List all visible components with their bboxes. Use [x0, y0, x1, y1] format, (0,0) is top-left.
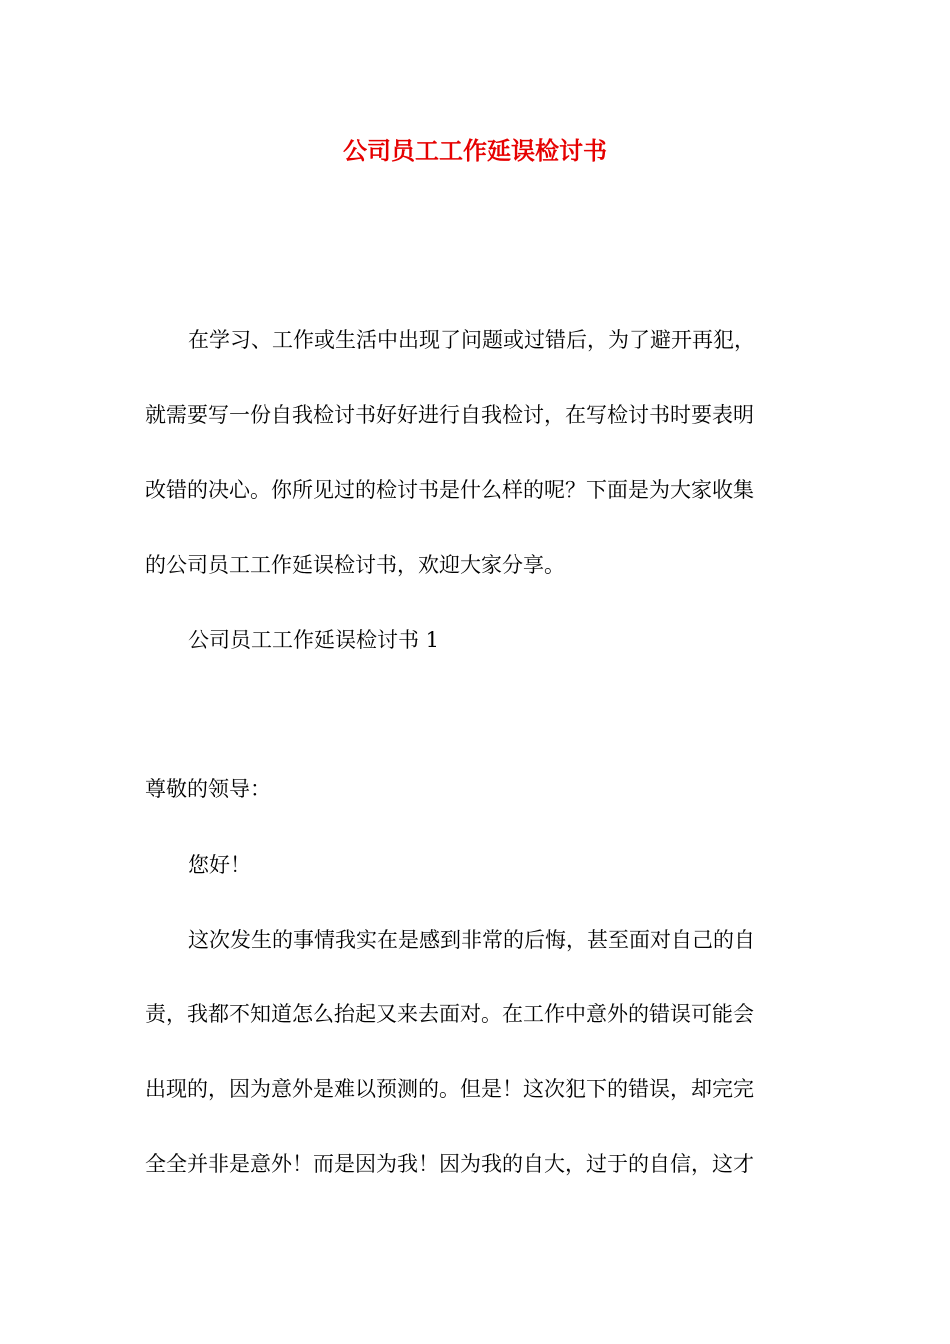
intro-line-2: 就需要写一份自我检讨书好好进行自我检讨，在写检讨书时要表明 [145, 403, 754, 427]
body-line-1: 这次发生的事情我实在是感到非常的后悔，甚至面对自己的自 [188, 928, 755, 952]
intro-line-4: 的公司员工工作延误检讨书，欢迎大家分享。 [145, 553, 565, 577]
salutation: 尊敬的领导： [145, 777, 271, 801]
body-line-3: 出现的，因为意外是难以预测的。但是！这次犯下的错误，却完完 [145, 1077, 754, 1101]
section-heading: 公司员工工作延误检讨书 1 [188, 628, 440, 652]
greeting: 您好！ [188, 853, 251, 877]
intro-line-3: 改错的决心。你所见过的检讨书是什么样的呢？下面是为大家收集 [145, 478, 754, 502]
intro-line-1: 在学习、工作或生活中出现了问题或过错后，为了避开再犯， [188, 328, 755, 352]
body-line-2: 责，我都不知道怎么抬起又来去面对。在工作中意外的错误可能会 [145, 1002, 754, 1026]
body-line-4: 全全并非是意外！而是因为我！因为我的自大，过于的自信，这才 [145, 1152, 754, 1176]
document-title: 公司员工工作延误检讨书 [343, 136, 607, 165]
